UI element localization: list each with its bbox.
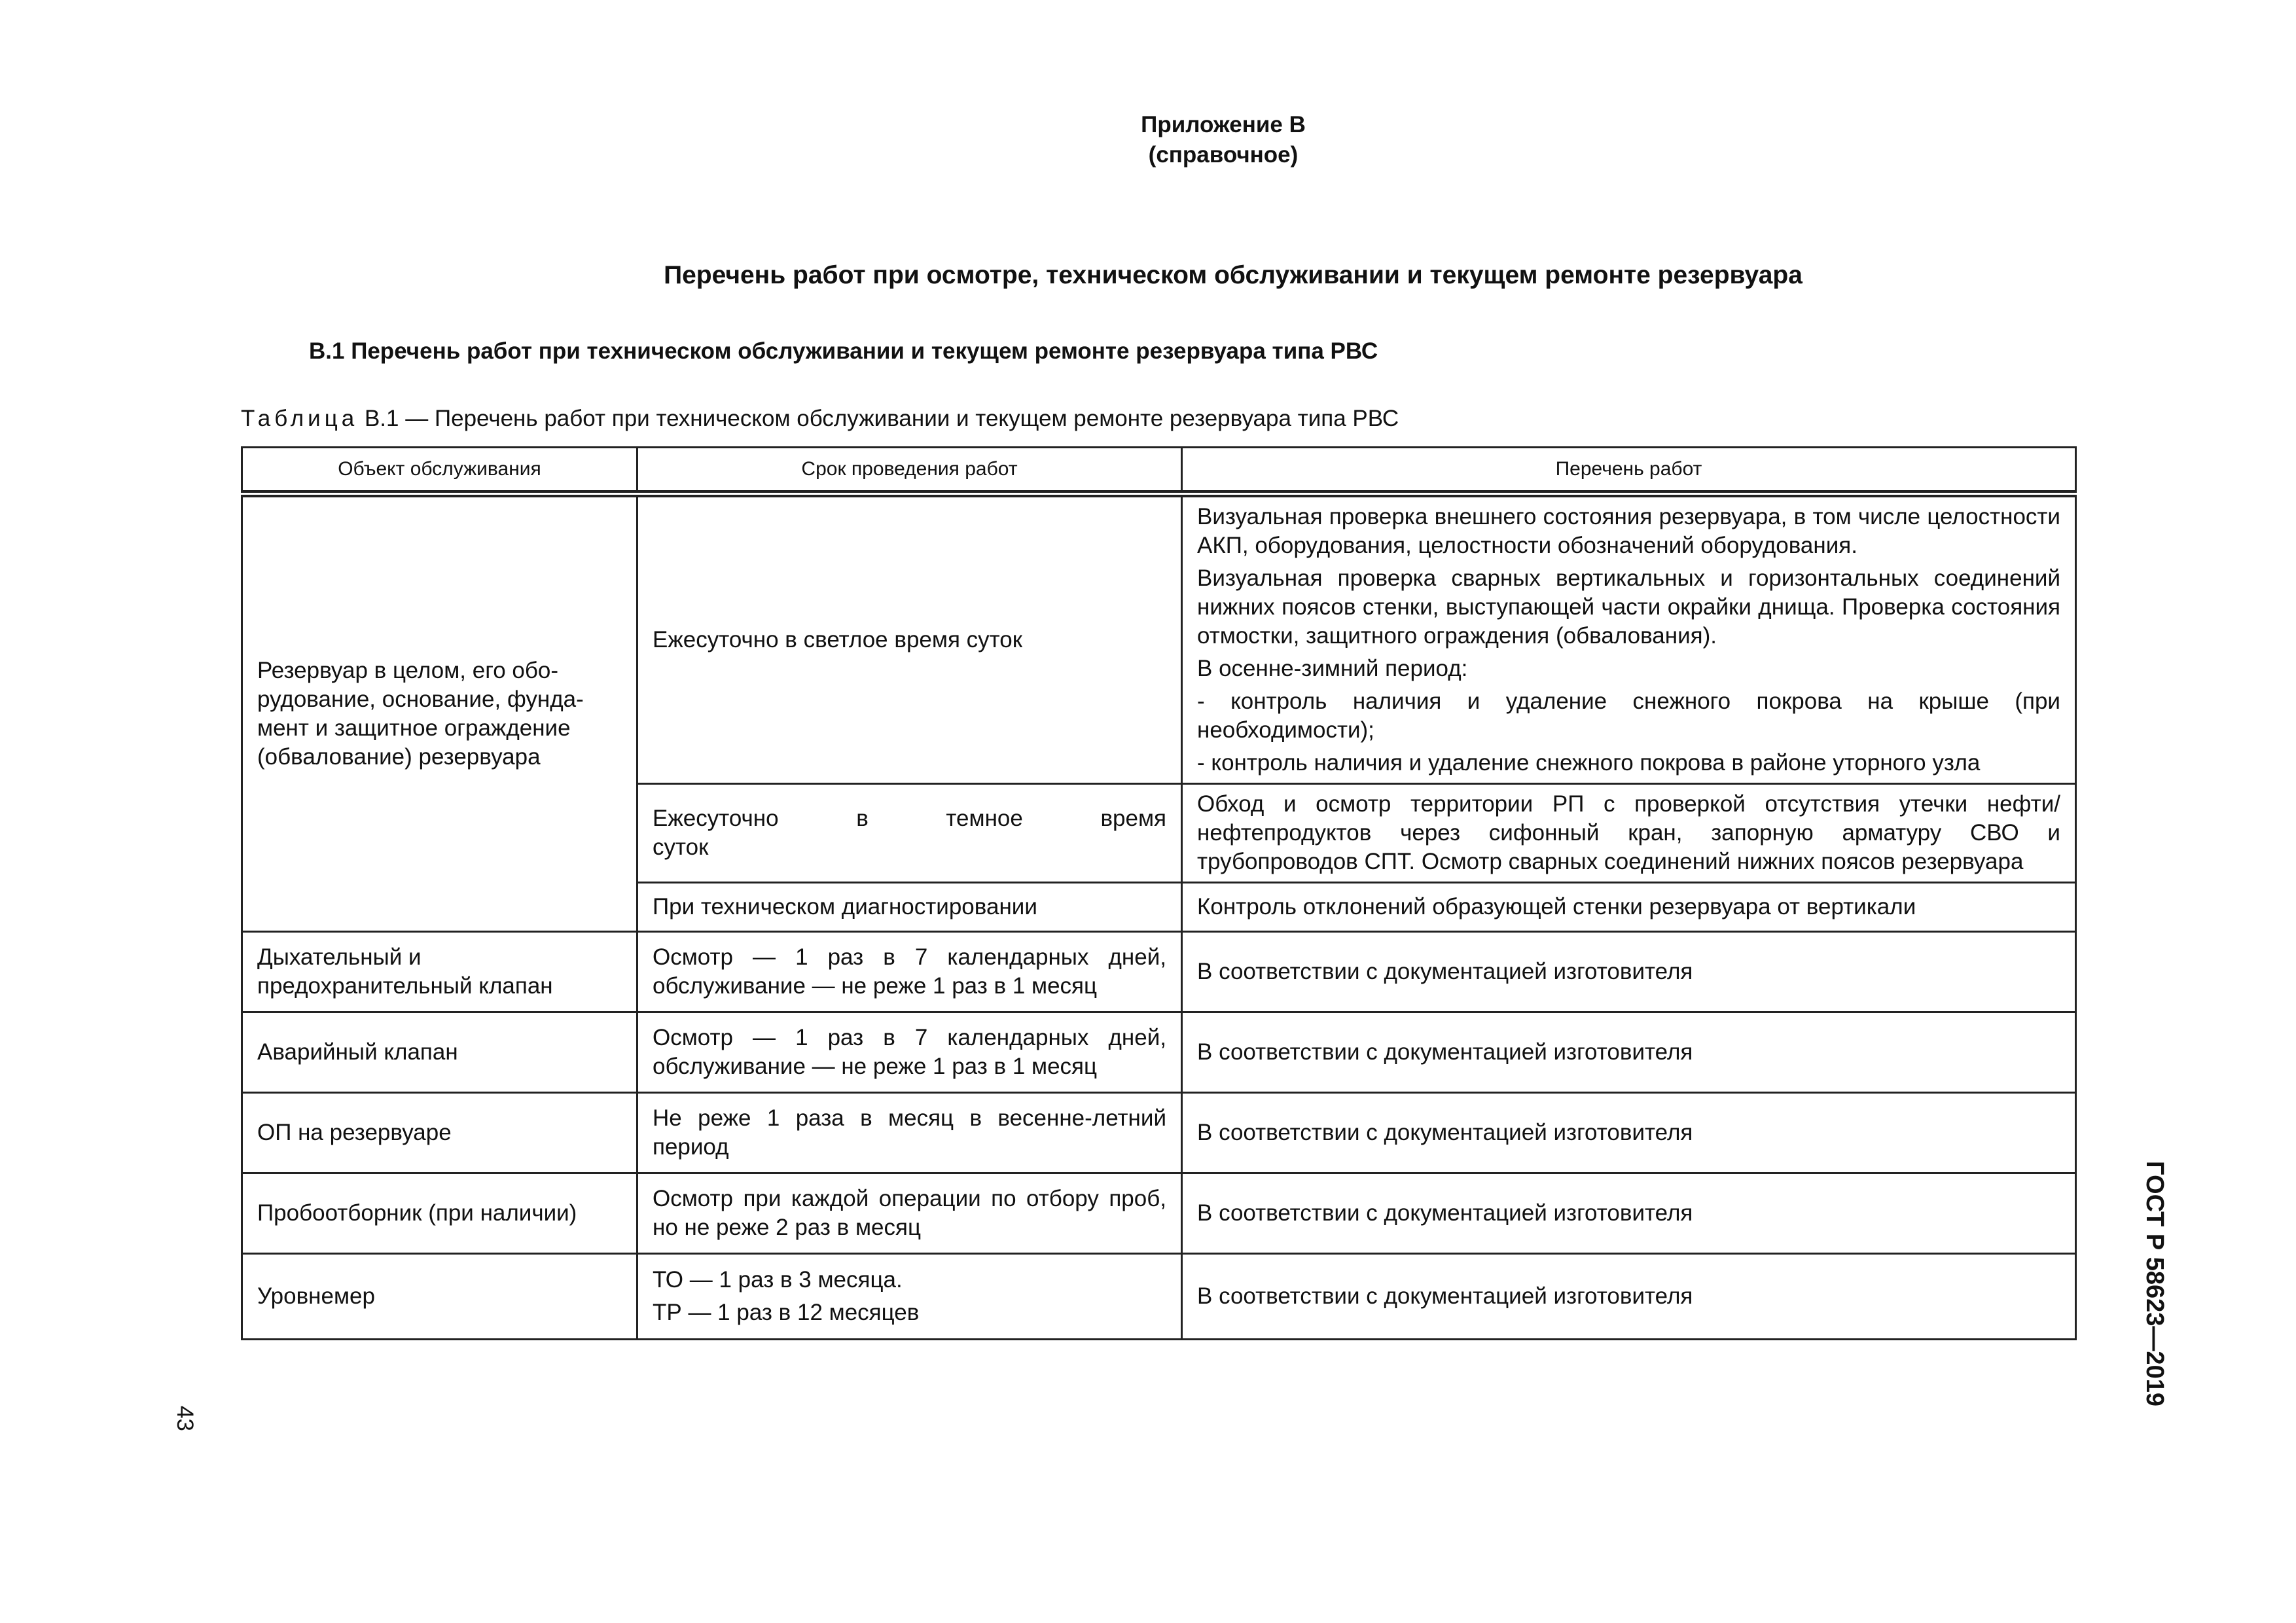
works-cell: В соответствии с документацией изготовителя bbox=[1182, 1254, 2076, 1340]
term-cell: Ежесуточно в светлое время суток bbox=[637, 494, 1182, 784]
works-cell bbox=[1182, 494, 2076, 784]
term-cell bbox=[637, 784, 1182, 883]
table-row bbox=[242, 932, 2076, 1012]
table-caption bbox=[241, 404, 1399, 434]
works-cell: В соответствии с документацией изготовителя bbox=[1182, 1093, 2076, 1173]
term-cell: Осмотр при каждой операции по отбору проб, но не реже 2 раз в месяц bbox=[637, 1173, 1182, 1254]
table-caption-label: Таблица bbox=[241, 406, 359, 431]
term-line: ТР — 1 раз в 12 месяцев bbox=[653, 1300, 920, 1325]
header-term: Срок проведения работ bbox=[637, 448, 1182, 494]
object-cell: Пробоотборник (при наличии) bbox=[242, 1173, 637, 1254]
table-row bbox=[242, 1254, 2076, 1340]
table-row bbox=[242, 1093, 2076, 1173]
header-object: Объект обслуживания bbox=[242, 448, 637, 494]
works-cell: Контроль отклонений образующей стенки резервуара от вертикали bbox=[1182, 883, 2076, 932]
document-title-text: Перечень работ при осмотре, техническом обслуживании и текущем ремонте резервуара bbox=[664, 261, 1803, 289]
page-number: 43 bbox=[172, 1406, 198, 1431]
appendix-subtitle: (справочное) bbox=[1148, 142, 1299, 168]
table-row bbox=[242, 494, 2076, 784]
term-cell bbox=[637, 1254, 1182, 1340]
subsection-heading: В.1 Перечень работ при техническом обслуживании и текущем ремонте резервуара типа РВС bbox=[309, 338, 1378, 364]
term-word: время bbox=[1100, 806, 1166, 831]
maintenance-table bbox=[241, 446, 2077, 1340]
term-word: в bbox=[856, 806, 869, 831]
term-cell: Не реже 1 раза в месяц в весенне-летний период bbox=[637, 1093, 1182, 1173]
standard-designation: ГОСТ Р 58623—2019 bbox=[2141, 1161, 2168, 1406]
table-row bbox=[242, 1012, 2076, 1093]
term-cell: Осмотр — 1 раз в 7 календарных дней, обслуживание — не реже 1 раз в 1 месяц bbox=[637, 1012, 1182, 1093]
object-cell: ОП на резервуаре bbox=[242, 1093, 637, 1173]
term-justified-line bbox=[653, 804, 1166, 833]
table-caption-text: В.1 — Перечень работ при техническом обслуживании и текущем ремонте резервуара типа РВС bbox=[358, 406, 1399, 431]
works-cell: В соответствии с документацией изготовителя bbox=[1182, 1012, 2076, 1093]
works-cell: Обход и осмотр территории РП с проверкой отсутствия утечки нефти/нефтепродуктов через сифонный кран, запорную арматуру СВО и трубопроводов СПТ. Осмотр сварных соединений нижних поясов резервуара bbox=[1182, 784, 2076, 883]
document-title bbox=[0, 259, 2296, 292]
works-paragraph: Визуальная проверка сварных вертикальных и горизонтальных соединений нижних поясов стенки, выступающей части окрайки днища. Проверка состояния отмостки, защитного ограждения (обвалования). bbox=[1197, 565, 2060, 649]
header-works: Перечень работ bbox=[1182, 448, 2076, 494]
term-cell: При техническом диагностировании bbox=[637, 883, 1182, 932]
appendix-title: Приложение В bbox=[1141, 112, 1306, 137]
works-paragraph: - контроль наличия и удаление снежного покрова на крыше (при необходимости); bbox=[1197, 688, 2060, 743]
term-word: темное bbox=[946, 806, 1023, 831]
works-cell: В соответствии с документацией изготовителя bbox=[1182, 932, 2076, 1012]
term-line: ТО — 1 раз в 3 месяца. bbox=[653, 1267, 903, 1293]
term-word: суток bbox=[653, 834, 709, 860]
object-cell: Уровнемер bbox=[242, 1254, 637, 1340]
object-cell: Дыхательный и предохранительный клапан bbox=[242, 932, 637, 1012]
works-paragraph: - контроль наличия и удаление снежного покрова в районе уторного узла bbox=[1197, 750, 1981, 776]
works-cell: В соответствии с документацией изготовителя bbox=[1182, 1173, 2076, 1254]
table-header-row bbox=[242, 448, 2076, 494]
tank-object-cell: Резервуар в целом, его обо-рудование, основание, фунда-мент и защитное ограждение (обвалование) резервуара bbox=[242, 494, 637, 932]
table-row bbox=[242, 1173, 2076, 1254]
works-paragraph: В осенне-зимний период: bbox=[1197, 656, 1468, 681]
object-cell: Аварийный клапан bbox=[242, 1012, 637, 1093]
works-paragraph: Визуальная проверка внешнего состояния резервуара, в том числе целостности АКП, оборудования, целостности обозначений оборудования. bbox=[1197, 504, 2060, 558]
appendix-heading bbox=[0, 110, 2296, 170]
term-word: Ежесуточно bbox=[653, 806, 779, 831]
term-cell: Осмотр — 1 раз в 7 календарных дней, обслуживание — не реже 1 раз в 1 месяц bbox=[637, 932, 1182, 1012]
